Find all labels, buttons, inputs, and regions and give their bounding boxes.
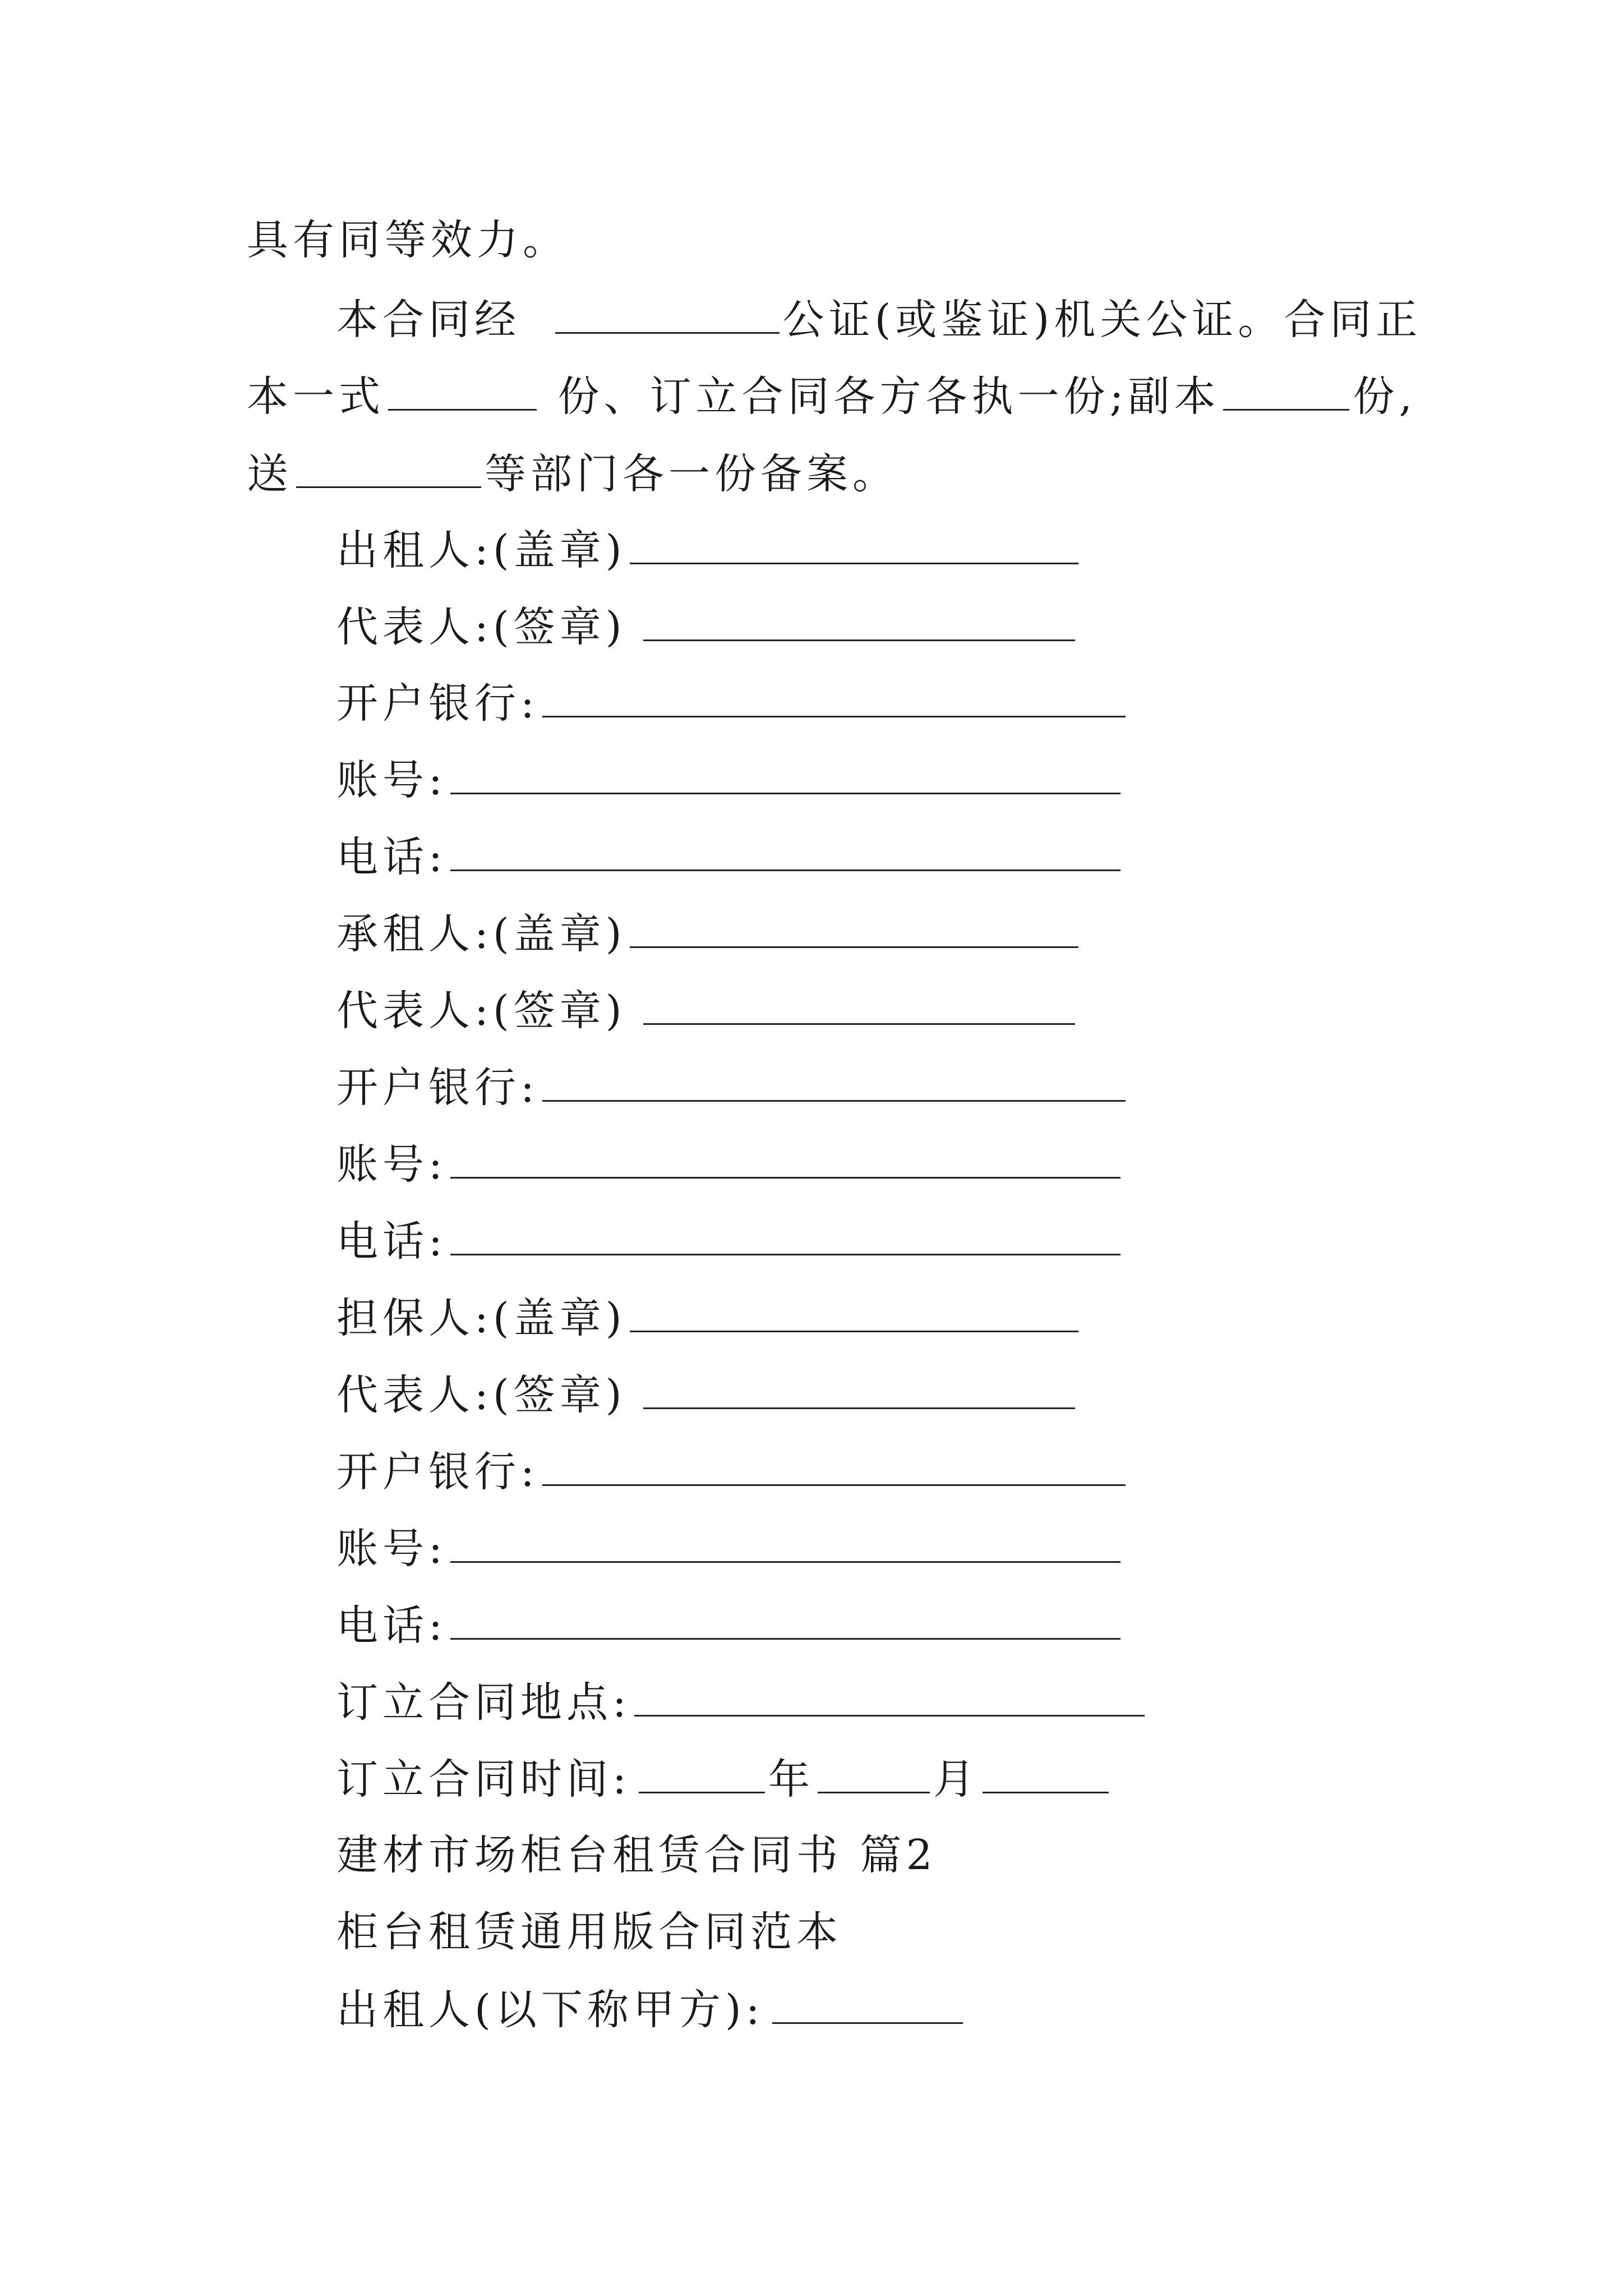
duplicate-copies-blank[interactable]: [1223, 367, 1349, 411]
signing-place-label: 订立合同地点:: [336, 1678, 631, 1727]
lessee-seal-blank[interactable]: [630, 905, 1078, 948]
notary-line-1: [336, 291, 1422, 347]
lessor-seal-label: 出租人:(盖章): [336, 526, 626, 574]
lessor-account-line: [336, 751, 1124, 807]
lessor-account-label: 账号:: [336, 756, 447, 804]
party-a-blank[interactable]: [772, 1981, 963, 2024]
guarantor-rep-blank[interactable]: [643, 1366, 1075, 1409]
section-heading: 建材市场柜台租赁合同书 篇2: [336, 1831, 937, 1879]
signing-year-label: 年: [768, 1755, 814, 1803]
paragraph-end-line: [247, 212, 569, 268]
guarantor-phone-label: 电话:: [336, 1602, 447, 1650]
notary-line-3: [247, 445, 898, 501]
lessee-account-blank[interactable]: [450, 1135, 1121, 1179]
lessor-bank-label: 开户银行:: [336, 679, 539, 728]
notary-text-5: 份,: [1353, 372, 1417, 421]
signing-day-blank[interactable]: [983, 1750, 1109, 1793]
guarantor-account-blank[interactable]: [450, 1520, 1121, 1563]
lessor-rep-blank[interactable]: [643, 598, 1075, 641]
party-a-line: [336, 1981, 966, 2037]
lessee-rep-line: [336, 982, 1078, 1038]
lessee-phone-blank[interactable]: [450, 1212, 1121, 1255]
lessee-account-label: 账号:: [336, 1140, 447, 1189]
departments-blank[interactable]: [296, 445, 481, 488]
notary-office-blank[interactable]: [555, 291, 780, 334]
guarantor-seal-blank[interactable]: [630, 1289, 1078, 1332]
lessee-phone-line: [336, 1212, 1124, 1268]
notary-text-3: 本一式: [247, 372, 385, 421]
notary-text-6: 送: [247, 450, 293, 498]
lessee-phone-label: 电话:: [336, 1217, 447, 1266]
notary-text-1: 本合同经: [336, 296, 520, 344]
lessor-seal-line: [336, 521, 1082, 577]
guarantor-bank-line: [336, 1443, 1129, 1499]
lessee-seal-label: 承租人:(盖章): [336, 910, 626, 958]
lessor-rep-line: [336, 598, 1078, 654]
original-copies-blank[interactable]: [388, 367, 537, 411]
guarantor-account-label: 账号:: [336, 1525, 447, 1573]
signing-year-blank[interactable]: [639, 1750, 765, 1793]
signing-place-blank[interactable]: [634, 1673, 1145, 1717]
lessor-bank-line: [336, 674, 1129, 730]
lessee-bank-blank[interactable]: [542, 1059, 1126, 1102]
lessee-account-line: [336, 1135, 1124, 1191]
notary-line-2: [247, 367, 1417, 424]
lessee-bank-label: 开户银行:: [336, 1064, 539, 1112]
lessee-rep-blank[interactable]: [643, 982, 1075, 1025]
lessor-rep-label: 代表人:(签章): [336, 603, 626, 651]
guarantor-seal-line: [336, 1289, 1082, 1345]
guarantor-phone-line: [336, 1596, 1124, 1653]
party-a-label: 出租人(以下称甲方):: [336, 1986, 764, 2034]
lessor-phone-label: 电话:: [336, 833, 447, 881]
paragraph-end-text: 具有同等效力。: [247, 216, 569, 264]
section-heading-line: [336, 1827, 937, 1883]
guarantor-bank-blank[interactable]: [542, 1443, 1126, 1486]
lessor-account-blank[interactable]: [450, 751, 1121, 794]
signing-month-blank[interactable]: [818, 1750, 930, 1793]
notary-text-7: 等部门各一份备案。: [485, 450, 898, 498]
signing-place-line: [336, 1673, 1148, 1729]
lessor-phone-line: [336, 828, 1124, 884]
lessee-bank-line: [336, 1059, 1129, 1115]
signing-time-line: [336, 1750, 1112, 1806]
signing-month-label: 月: [933, 1755, 979, 1803]
lessor-bank-blank[interactable]: [542, 674, 1126, 717]
guarantor-phone-blank[interactable]: [450, 1596, 1121, 1640]
guarantor-rep-line: [336, 1366, 1078, 1422]
notary-text-2: 公证(或鉴证)机关公证。合同正: [782, 296, 1422, 344]
section-subtitle-line: [336, 1904, 842, 1960]
section-subtitle: 柜台租赁通用版合同范本: [336, 1908, 842, 1956]
lessor-phone-blank[interactable]: [450, 828, 1121, 871]
guarantor-seal-label: 担保人:(盖章): [336, 1294, 626, 1342]
guarantor-rep-label: 代表人:(签章): [336, 1371, 626, 1419]
notary-text-4: 份、订立合同各方各执一份;副本: [557, 372, 1220, 421]
lessor-seal-blank[interactable]: [630, 521, 1078, 564]
lessee-rep-label: 代表人:(签章): [336, 987, 626, 1035]
guarantor-bank-label: 开户银行:: [336, 1448, 539, 1496]
guarantor-account-line: [336, 1520, 1124, 1576]
lessee-seal-line: [336, 905, 1082, 961]
signing-time-label: 订立合同时间:: [336, 1755, 631, 1803]
